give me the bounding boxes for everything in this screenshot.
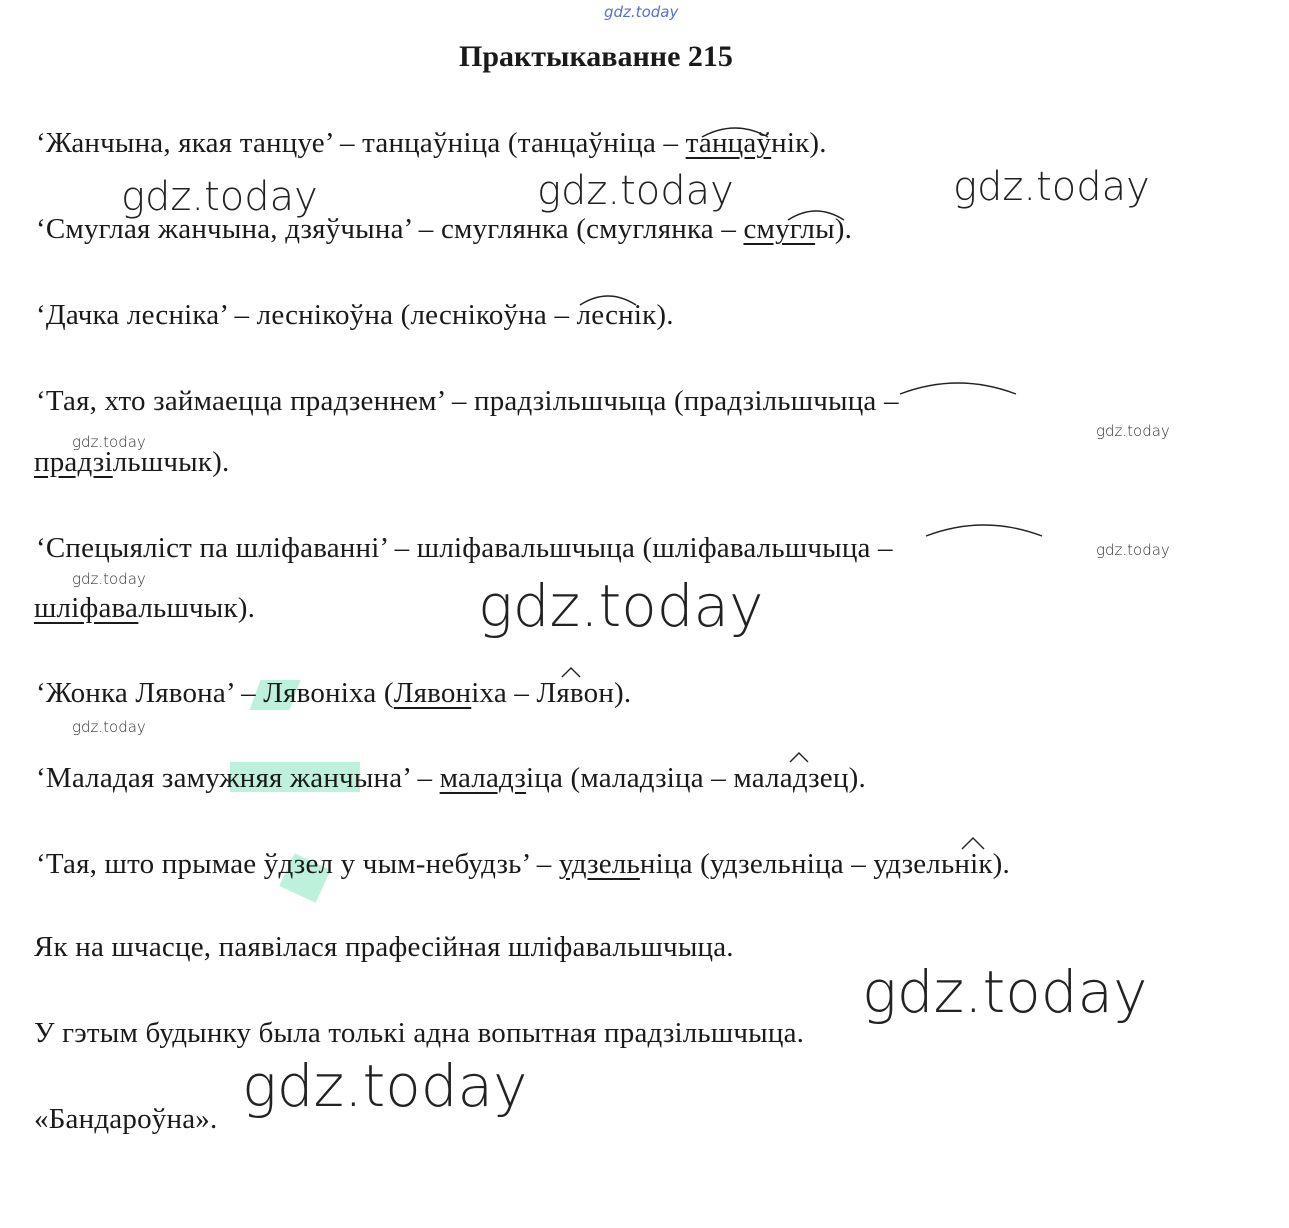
watermark: gdz.today xyxy=(72,433,146,451)
watermark: gdz.today xyxy=(121,174,318,220)
text-span: ‘Дачка лесніка’ – леснікоўна (леснік xyxy=(36,299,489,331)
text-line xyxy=(34,1103,217,1136)
text-span: льшчык). xyxy=(138,592,256,624)
watermark: gdz.today xyxy=(72,570,146,588)
text-span: – удзельнік). xyxy=(843,848,1010,880)
underlined-root: маладз xyxy=(439,762,526,794)
text-span: іца xyxy=(806,848,844,880)
underlined-root: прадзі xyxy=(34,446,113,478)
site-watermark-top: gdz.today xyxy=(604,3,679,21)
text-line xyxy=(36,848,1010,881)
text-span: У гэтым будынку была толькі адна вопытная прадзільшчыца. xyxy=(34,1017,805,1049)
text-span: ‘Смуглая жанчына, дзяўчына’ – смуглянка (смугл xyxy=(36,213,658,245)
text-line xyxy=(36,677,631,710)
watermark: gdz.today xyxy=(862,958,1148,1026)
text-span: – маладзец). xyxy=(703,762,866,794)
text-span: Як на шчасце, паявілася прафесійная шліфавальшчыца. xyxy=(34,931,734,963)
page-title: Практыкаванне 215 xyxy=(459,40,733,73)
suffix-arc-icon xyxy=(786,206,846,222)
text-span: нік). xyxy=(771,127,827,159)
text-span: іца xyxy=(666,762,704,794)
text-span: ‘Маладая замужняя жанчына’ – xyxy=(36,762,440,794)
text-line xyxy=(36,762,866,795)
text-span: іца (маладз xyxy=(526,762,667,794)
text-line xyxy=(34,592,255,625)
underlined-root: удзель xyxy=(558,848,640,880)
suffix-arc-icon xyxy=(700,123,770,139)
watermark: gdz.today xyxy=(953,164,1150,210)
text-span: – xyxy=(656,127,686,159)
text-span: янка xyxy=(657,213,714,245)
text-line xyxy=(36,532,893,565)
suffix-arc-icon xyxy=(578,291,638,307)
watermark: gdz.today xyxy=(537,168,734,214)
underlined-root: шліфава xyxy=(34,592,139,624)
watermark: gdz.today xyxy=(72,718,146,736)
suffix-caret-icon xyxy=(960,836,986,850)
text-span: ніца (удзельн xyxy=(639,848,807,880)
underlined-root: танцаў xyxy=(685,127,772,159)
suffix-arc-icon xyxy=(924,520,1044,538)
text-span: льшчык). xyxy=(112,446,230,478)
underlined-root: смугл xyxy=(743,213,816,245)
watermark: gdz.today xyxy=(478,572,764,640)
watermark: gdz.today xyxy=(1096,422,1170,440)
text-span: льшчыца xyxy=(756,532,871,564)
text-line xyxy=(34,1017,804,1050)
text-span: – xyxy=(876,385,899,417)
suffix-arc-icon xyxy=(898,378,1018,396)
text-line xyxy=(36,385,899,418)
text-span: – xyxy=(713,213,744,245)
text-span: ы). xyxy=(815,213,853,245)
text-span: – xyxy=(870,532,893,564)
text-span: ‘Спецыяліст па шліфаванні’ – шліфавальшчыца (шліфава xyxy=(36,532,757,564)
suffix-caret-icon xyxy=(560,666,582,678)
text-span: ‘Тая, хто займаецца прадзеннем’ – прадзільшчыца (прадзі xyxy=(36,385,763,417)
text-line xyxy=(34,931,734,964)
text-span: іха – Лявон). xyxy=(471,677,632,709)
underlined-root: Лявон xyxy=(393,677,472,709)
watermark: gdz.today xyxy=(1096,541,1170,559)
text-span: – леснік). xyxy=(547,299,674,331)
suffix-caret-icon xyxy=(788,751,810,763)
text-span: ніца xyxy=(603,127,657,159)
text-span: льшчыца xyxy=(762,385,877,417)
text-span: «Бандароўна». xyxy=(34,1103,218,1135)
text-span: ‘Тая, што прымае ўдзел у чым-небудзь’ – xyxy=(36,848,559,880)
text-span: ‘Жанчына, якая танцуе’ – танцаўніца (танцаў xyxy=(36,127,604,159)
watermark: gdz.today xyxy=(242,1052,528,1120)
text-span: оўна xyxy=(488,299,548,331)
text-span: ‘Жонка Лявона’ – Лявоніха ( xyxy=(36,677,394,709)
